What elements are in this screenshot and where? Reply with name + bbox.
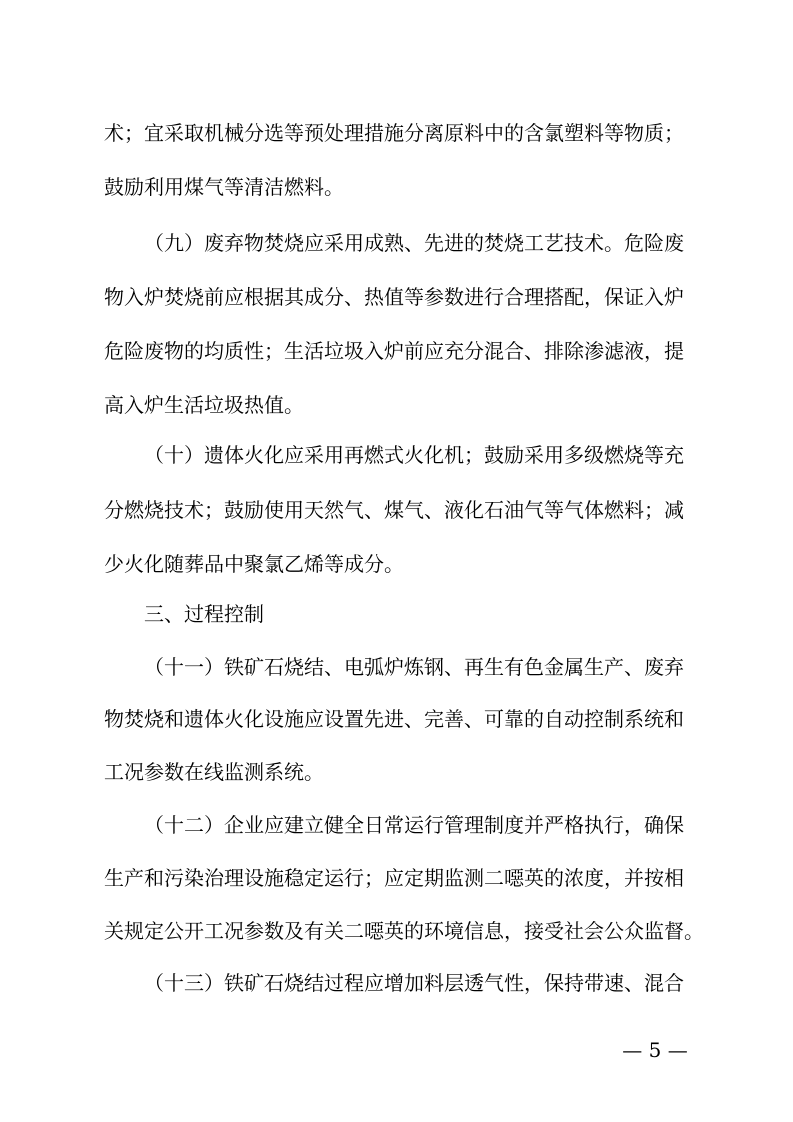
section-eleven-line-1: （十一）铁矿石烧结、电弧炉炼钢、再生有色金属生产、废弃	[144, 655, 684, 679]
section-eleven-line-2: 物焚烧和遗体火化设施应设置先进、完善、可靠的自动控制系统和	[104, 707, 684, 731]
section-eleven-line-3: 工况参数在线监测系统。	[104, 760, 324, 784]
section-twelve-line-3: 关规定公开工况参数及有关二噁英的环境信息，接受社会公众监督。	[104, 919, 704, 943]
section-ten-line-2: 分燃烧技术；鼓励使用天然气、煤气、液化石油气等气体燃料；减	[104, 498, 684, 522]
section-nine-line-4: 高入炉生活垃圾热值。	[104, 393, 304, 417]
page-number: — 5 —	[622, 1038, 688, 1062]
section-nine-line-1: （九）废弃物焚烧应采用成熟、先进的焚烧工艺技术。危险废	[144, 231, 684, 255]
section-nine-line-2: 物入炉焚烧前应根据其成分、热值等参数进行合理搭配，保证入炉	[104, 285, 684, 309]
section-thirteen-line-1: （十三）铁矿石烧结过程应增加料层透气性，保持带速、混合	[144, 971, 684, 995]
section-twelve-line-1: （十二）企业应建立健全日常运行管理制度并严格执行，确保	[144, 813, 684, 837]
section-nine-line-3: 危险废物的均质性；生活垃圾入炉前应充分混合、排除渗滤液，提	[104, 339, 684, 363]
section-ten-line-3: 少火化随葬品中聚氯乙烯等成分。	[104, 552, 404, 576]
section-twelve-line-2: 生产和污染治理设施稳定运行；应定期监测二噁英的浓度，并按相	[104, 866, 684, 890]
section-heading-process-control: 三、过程控制	[144, 602, 264, 626]
text-line-2: 鼓励利用煤气等清洁燃料。	[104, 175, 344, 199]
section-ten-line-1: （十）遗体火化应采用再燃式火化机；鼓励采用多级燃烧等充	[144, 443, 684, 467]
text-line-1: 术；宜采取机械分选等预处理措施分离原料中的含氯塑料等物质；	[104, 121, 684, 145]
